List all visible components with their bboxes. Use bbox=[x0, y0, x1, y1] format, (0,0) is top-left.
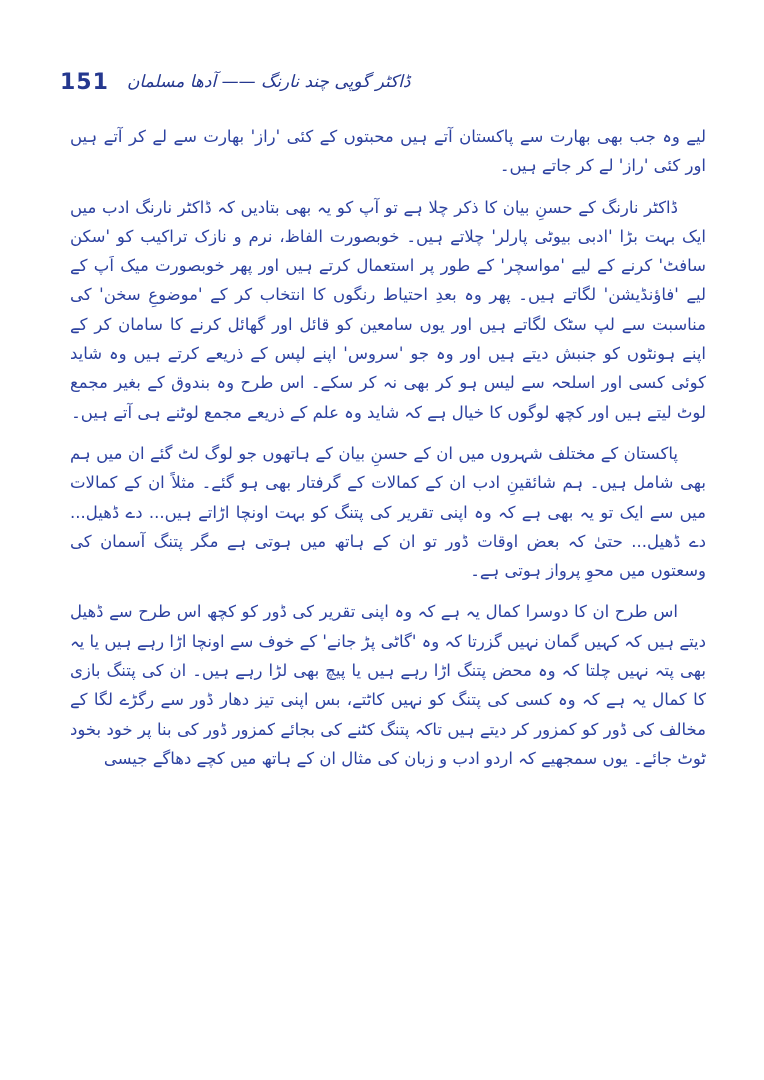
paragraph: ڈاکٹر نارنگ کے حسنِ بیان کا ذکر چلا ہے تو آپ کو یہ بھی بتادیں کہ ڈاکٹر نارنگ ادب میں ایک بہت بڑا 'ادبی بیوٹی پارلر' چلاتے ہیں۔ خوبصورت الفاظ، نرم و نازک تراکیب کو 'سکن سافٹ' کرنے کے لیے 'مواسچر' کے طور پر استعمال کرتے ہیں اور پھر خوبصورت میک اَپ کے لیے 'فاؤنڈیشن' لگاتے ہیں۔ پھر وہ بعدِ احتیاط رنگوں کا انتخاب کر کے 'موضوعِ سخن' کی مناسبت سے لپ سٹک لگاتے ہیں اور یوں سامعین کو قائل اور گھائل کرنے کا سامان کر کے اپنے ہونٹوں کو جنبش دیتے ہیں اور وہ جو 'سروس' اپنے لپس کے ذریعے کرتے ہیں وہ شاید کوئی کسی اور اسلحہ سے لیس ہو کر بھی نہ کر سکے۔ اس طرح وہ بندوق کے بغیر مجمع لوٹ لیتے ہیں اور کچھ لوگوں کا خیال ہے کہ شاید وہ علم کے ذریعے مجمع لوٹنے ہی آتے ہیں۔ bbox=[70, 197, 706, 422]
page-header bbox=[60, 62, 416, 102]
page-body bbox=[70, 122, 706, 785]
page-number: 151 bbox=[60, 69, 109, 95]
paragraph: پاکستان کے مختلف شہروں میں ان کے حسنِ بیان کے ہاتھوں جو لوگ لٹ گئے ان میں ہم بھی شامل ہیں۔ ہم شائقینِ ادب ان کے کمالات کے گرفتار بھی ہو گئے۔ مثلاً ان کے کمالات میں سے ایک تو یہ بھی ہے کہ وہ اپنی تقریر کی پتنگ کو بہت اونچا اڑاتے ہیں... دے ڈھیل... دے ڈھیل... حتیٰ کہ بعض اوقات ڈور تو ان کے ہاتھ میں ہوتی ہے مگر پتنگ آسمان کی وسعتوں میں محوِ پرواز ہوتی ہے۔ bbox=[70, 443, 706, 581]
paragraph: لیے وہ جب بھی بھارت سے پاکستان آتے ہیں محبتوں کے کئی 'راز' بھارت سے لے کر آتے ہیں اور کئی 'راز' لے کر جاتے ہیں۔ bbox=[70, 127, 706, 176]
running-title: ڈاکٹر گوپی چند نارنگ —— آدھا مسلمان bbox=[126, 72, 411, 92]
paragraph: اس طرح ان کا دوسرا کمال یہ ہے کہ وہ اپنی تقریر کی ڈور کو کچھ اس طرح سے ڈھیل دیتے ہیں کہ کہیں گمان نہیں گزرتا کہ وہ 'گاٹی پڑ جانے' کے خوف سے اونچا اڑا رہے ہیں یا یہ بھی پتہ نہیں چلتا کہ وہ محض پتنگ اڑا رہے ہیں یا پیچ بھی لڑا رہے ہیں۔ ان کی پتنگ بازی کا کمال یہ ہے کہ وہ کسی کی پتنگ کو نہیں کاٹتے، بس اپنی تیز دھار ڈور سے رگڑے لگا کے مخالف کی ڈور کو کمزور کر دیتے ہیں تاکہ پتنگ کٹنے کی بجائے کمزور ڈور کی بنا پر خود بخود ٹوٹ جائے۔ یوں سمجھیے کہ اردو ادب و زبان کی مثال ان کے ہاتھ میں کچے دھاگے جیسی bbox=[70, 602, 706, 768]
